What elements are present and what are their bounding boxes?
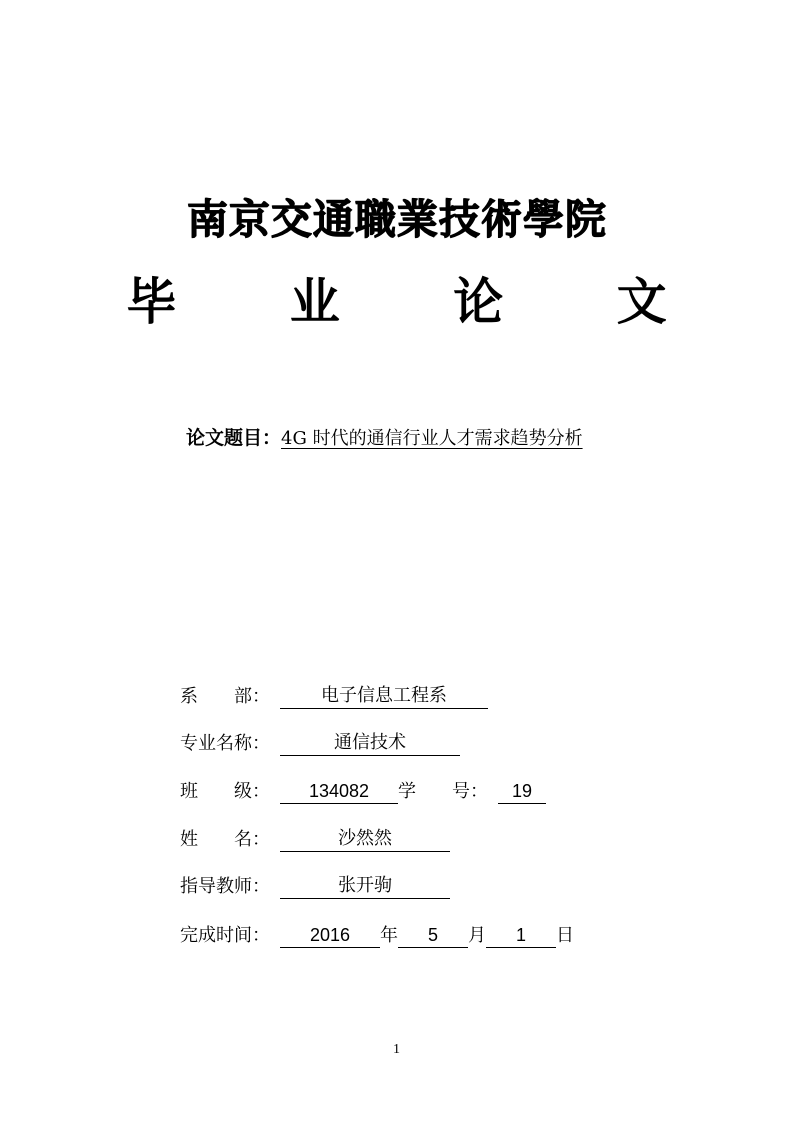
department-label: 系 部： bbox=[180, 686, 270, 707]
completion-label: 完成时间： bbox=[180, 925, 270, 946]
major-value: 通信技术 bbox=[280, 731, 460, 756]
advisor-row bbox=[180, 874, 450, 900]
completion-row bbox=[180, 923, 574, 949]
name-label: 姓 名： bbox=[180, 829, 270, 850]
student-id-label: 学 号： bbox=[398, 781, 488, 802]
class-row bbox=[180, 779, 546, 805]
class-label: 班 级： bbox=[180, 781, 270, 802]
advisor-value: 张开驹 bbox=[280, 874, 450, 899]
department-row bbox=[180, 684, 488, 710]
completion-day: 1 bbox=[486, 923, 556, 948]
department-value: 电子信息工程系 bbox=[280, 684, 488, 709]
month-unit: 月 bbox=[468, 925, 486, 946]
student-id-value: 19 bbox=[498, 779, 546, 804]
school-name: 南京交通職業技術學院 bbox=[186, 195, 607, 243]
thesis-title-label: 论文题目： bbox=[186, 427, 282, 449]
thesis-title-row bbox=[186, 423, 583, 450]
page-number: 1 bbox=[393, 1042, 400, 1057]
advisor-label: 指导教师： bbox=[180, 876, 270, 897]
day-unit: 日 bbox=[556, 925, 574, 946]
document-type-heading: 毕 业 论 文 bbox=[126, 273, 715, 331]
name-value: 沙然然 bbox=[280, 827, 450, 852]
major-label: 专业名称： bbox=[180, 733, 270, 754]
completion-month: 5 bbox=[398, 923, 468, 948]
name-row bbox=[180, 827, 450, 853]
year-unit: 年 bbox=[380, 925, 398, 946]
thesis-title-value: 4G 时代的通信行业人才需求趋势分析 bbox=[281, 428, 583, 449]
major-row bbox=[180, 731, 460, 757]
class-value: 134082 bbox=[280, 779, 398, 804]
completion-year: 2016 bbox=[280, 923, 380, 948]
